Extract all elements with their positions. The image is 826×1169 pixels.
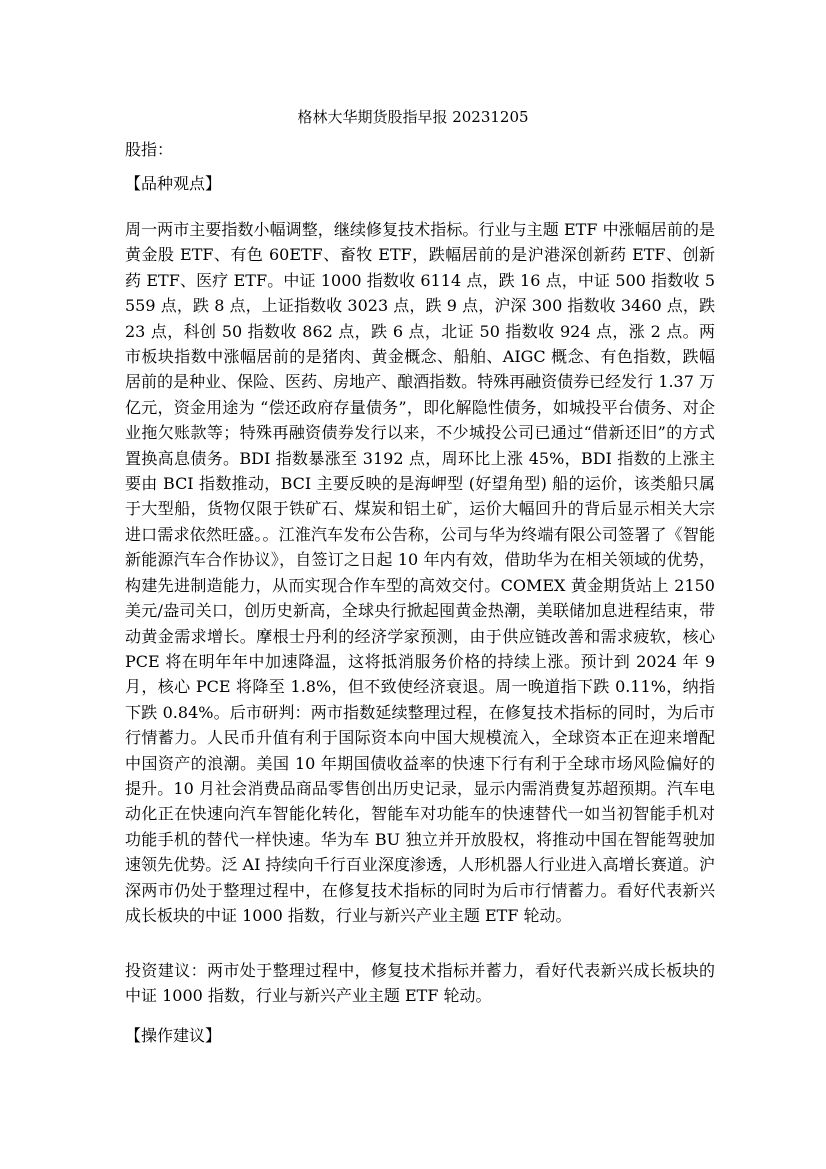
investment-advice-paragraph: 投资建议：两市处于整理过程中，修复技术指标并蓄力，看好代表新兴成长板块的中证 1000 指数，行业与新兴产业主题 ETF 轮动。: [125, 961, 715, 1006]
category-label: 股指：: [125, 140, 174, 159]
section-heading-view: 【品种观点】: [125, 174, 222, 193]
section-heading-operation: 【操作建议】: [125, 1026, 222, 1045]
report-title: 格林大华期货股指早报 20231205: [297, 108, 529, 126]
main-paragraph: 周一两市主要指数小幅调整，继续修复技术指标。行业与主题 ETF 中涨幅居前的是黄金股 ETF、有色 60ETF、畜牧 ETF，跌幅居前的是沪港深创新药 ETF、创新药 ETF、医疗 ETF。中证 1000 指数收 6114 点，跌 16 点，中证 500 指数收 5559 点，跌 8 点，上证指数收 3023 点，跌 9 点，沪深 300 指数收 3460 点，跌 23 点，科创 50 指数收 862 点，跌 6 点，北证 50 指数收 924 点，涨 2 点。两市板块指数中涨幅居前的是猪肉、黄金概念、船舶、AIGC 概念、有色指数，跌幅居前的是种业、保险、医药、房地产、酿酒指数。特殊再融资债券已经发行 1.37 万亿元，资金用途为 “偿还政府存量债务”，即化解隐性债务，如城投平台债务、对企业拖欠账款等；特殊再融资债券发行以来，不少城投公司已通过“借新还旧”的方式置换高息债务。BDI 指数暴涨至 3192 点，周环比上涨 45%，BDI 指数的上涨主要由 BCI 指数推动，BCI 主要反映的是海岬型 (好望角型) 船的运价，该类船只属于大型船，货物仅限于铁矿石、煤炭和铝土矿，运价大幅回升的背后显示相关大宗进口需求依然旺盛。。江淮汽车发布公告称，公司与华为终端有限公司签署了《智能新能源汽车合作协议》，自签订之日起 10 年内有效，借助华为在相关领域的优势，构建先进制造能力，从而实现合作车型的高效交付。COMEX 黄金期货站上 2150 美元/盎司关口，创历史新高，全球央行掀起囤黄金热潮，美联储加息进程结束，带动黄金需求增长。摩根士丹利的经济学家预测，由于供应链改善和需求疲软，核心 PCE 将在明年年中加速降温，这将抵消服务价格的持续上涨。预计到 2024 年 9 月，核心 PCE 将降至 1.8%，但不致使经济衰退。周一晚道指下跌 0.11%，纳指下跌 0.84%。后市研判：两市指数延续整理过程，在修复技术指标的同时，为后市行情蓄力。人民币升值有利于国际资本向中国大规模流入，全球资本正在迎来增配中国资产的浪潮。美国 10 年期国债收益率的快速下行有利于全球市场风险偏好的提升。10 月社会消费品商品零售创出历史记录，显示内需消费复苏超预期。汽车电动化正在快速向汽车智能化转化，智能车对功能车的快速替代一如当初智能手机对功能手机的替代一样快速。华为车 BU 独立并开放股权，将推动中国在智能驾驶加速领先优势。泛 AI 持续向千行百业深度渗透，人形机器人行业进入高增长赛道。沪深两市仍处于整理过程中，在修复技术指标的同时为后市行情蓄力。看好代表新兴成长板块的中证 1000 指数，行业与新兴产业主题 ETF 轮动。: [125, 220, 715, 925]
